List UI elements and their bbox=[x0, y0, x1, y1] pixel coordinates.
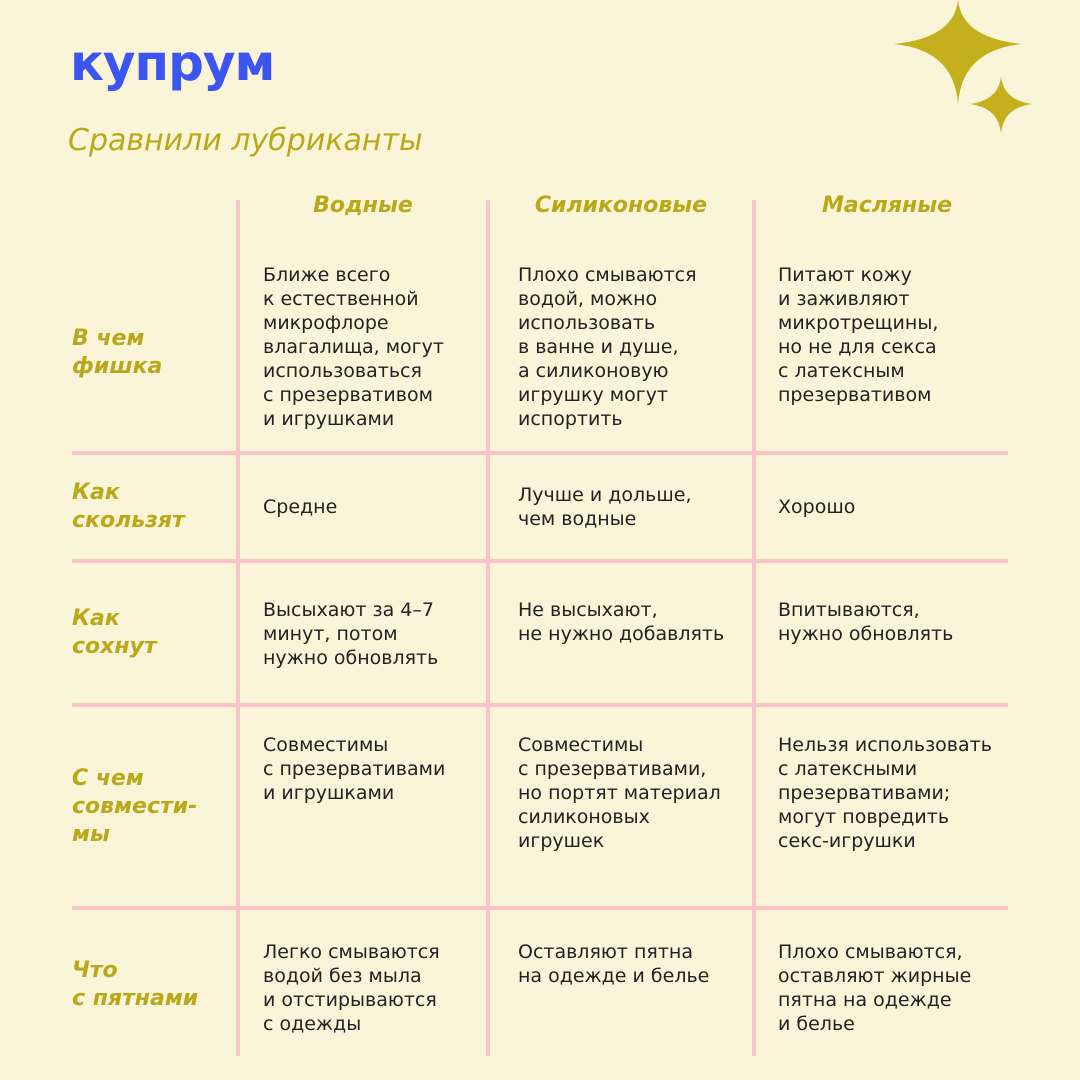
column-header-water: Водные bbox=[313, 193, 413, 218]
row-header-label: В чем фишка bbox=[72, 326, 163, 379]
table-cell: Хорошо bbox=[778, 496, 856, 518]
column-header-silicone: Силиконовые bbox=[534, 193, 708, 218]
table-cell: Плохо смываются, оставляют жирные пятна на одежде и белье bbox=[778, 941, 972, 1035]
table-cell: Высыхают за 4–7 минут, потом нужно обновлять bbox=[263, 599, 439, 669]
row-header-drying bbox=[72, 563, 232, 703]
page-title: Сравнили лубриканты bbox=[68, 123, 423, 158]
row-header-glide bbox=[72, 455, 232, 559]
sparkle-star-small-icon bbox=[970, 76, 1032, 134]
row-header-label: Что с пятнами bbox=[72, 958, 199, 1011]
table-cell: Впитываются, нужно обновлять bbox=[778, 599, 954, 645]
table-cell: Не высыхают, не нужно добавлять bbox=[518, 599, 725, 645]
table-cell: Совместимы с презервативами, но портят материал силиконовых игрушек bbox=[518, 734, 721, 852]
row-header-stains bbox=[72, 910, 232, 1060]
table-cell: Оставляют пятна на одежде и белье bbox=[518, 941, 710, 987]
table-cell: Плохо смываются водой, можно использовать в ванне и душе, а силиконовую игрушку могут испортить bbox=[518, 264, 697, 430]
row-header-label: С чем совмести- мы bbox=[72, 765, 198, 847]
table-cell: Нельзя использовать с латексными презервативами; могут повредить секс-игрушки bbox=[778, 734, 992, 852]
table-cell: Совместимы с презервативами и игрушками bbox=[263, 734, 446, 804]
sparkles-decoration bbox=[890, 0, 1040, 140]
row-header-compatibility bbox=[72, 707, 232, 906]
table-cell: Питают кожу и заживляют микротрещины, но не для секса с латексным презервативом bbox=[778, 264, 939, 406]
row-header-feature bbox=[72, 255, 232, 451]
grid-line-vertical bbox=[486, 200, 490, 1056]
column-header-oil: Масляные bbox=[821, 193, 953, 218]
grid-line-vertical bbox=[236, 200, 240, 1056]
table-cell: Ближе всего к естественной микрофлоре влагалища, могут использоваться с презервативом и игрушками bbox=[263, 264, 444, 430]
table-cell: Средне bbox=[263, 496, 338, 518]
grid-line-vertical bbox=[752, 200, 756, 1056]
table-cell: Лучше и дольше, чем водные bbox=[518, 484, 692, 530]
row-header-label: Как сохнут bbox=[72, 606, 157, 659]
brand-logo: купрум bbox=[70, 34, 275, 92]
table-cell: Легко смываются водой без мыла и отстирываются с одежды bbox=[263, 941, 440, 1035]
row-header-label: Как скользят bbox=[72, 480, 185, 533]
